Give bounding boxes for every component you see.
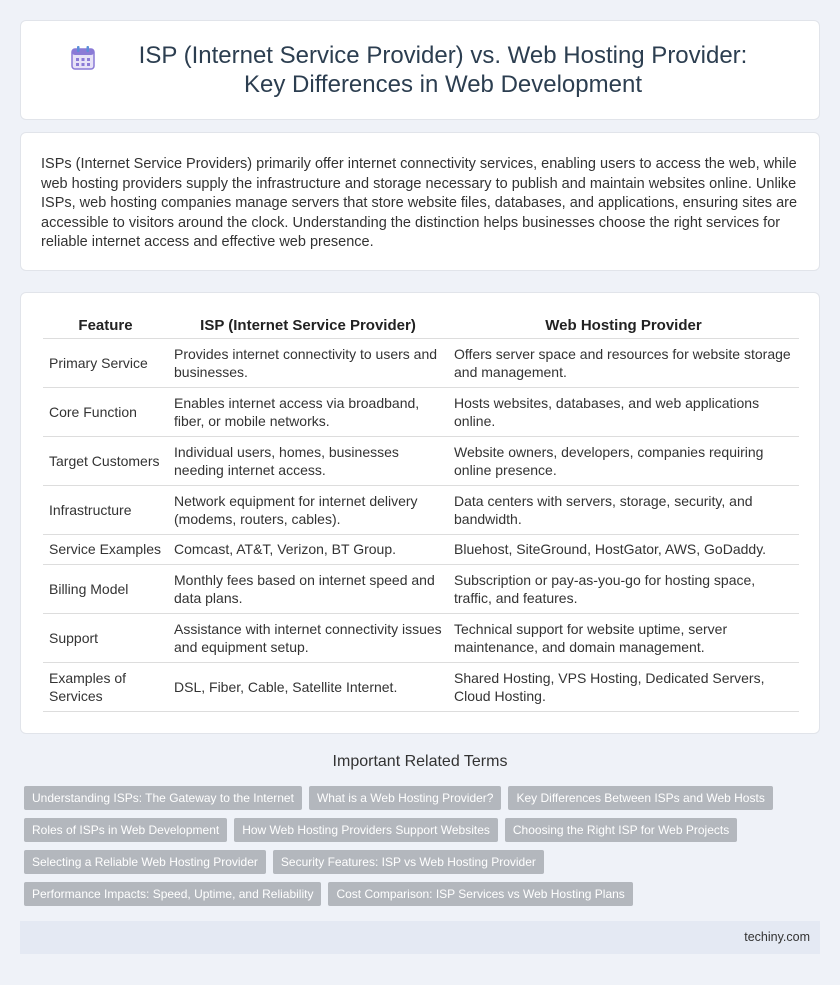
table-cell: Enables internet access via broadband, fiber, or mobile networks. — [168, 387, 448, 436]
page-title: ISP (Internet Service Provider) vs. Web Hosting Provider: Key Differences in Web Development — [138, 42, 748, 98]
table-cell: Network equipment for internet delivery (modems, routers, cables). — [168, 485, 448, 534]
table-cell: Examples of Services — [43, 662, 168, 711]
related-term-tag[interactable]: Cost Comparison: ISP Services vs Web Hosting Plans — [328, 882, 632, 906]
table-cell: Bluehost, SiteGround, HostGator, AWS, GoDaddy. — [448, 534, 799, 564]
comparison-table-card — [20, 292, 820, 734]
table-row — [43, 564, 799, 613]
table-cell: DSL, Fiber, Cable, Satellite Internet. — [168, 662, 448, 711]
table-cell: Comcast, AT&T, Verizon, BT Group. — [168, 534, 448, 564]
table-cell: Technical support for website uptime, server maintenance, and domain management. — [448, 613, 799, 662]
footer — [20, 921, 820, 954]
table-cell: Target Customers — [43, 436, 168, 485]
related-terms-title: Important Related Terms — [332, 753, 508, 770]
column-header: Web Hosting Provider — [448, 313, 799, 338]
related-term-tag[interactable]: Security Features: ISP vs Web Hosting Provider — [273, 850, 544, 874]
table-cell: Provides internet connectivity to users and businesses. — [168, 338, 448, 387]
table-cell: Assistance with internet connectivity issues and equipment setup. — [168, 613, 448, 662]
table-cell: Individual users, homes, businesses needing internet access. — [168, 436, 448, 485]
column-header: ISP (Internet Service Provider) — [168, 313, 448, 338]
table-cell: Website owners, developers, companies requiring online presence. — [448, 436, 799, 485]
intro-paragraph: ISPs (Internet Service Providers) primarily offer internet connectivity services, enabling users to access the web, while web hosting providers supply the infrastructure and storage necessary to publish and maintain websites online. Unlike ISPs, web hosting companies manage servers that store website files, databases, and applications, ensuring sites are accessible to visitors around the clock. Understanding the distinction helps businesses choose the right services for reliable internet access and effective web presence. — [41, 156, 798, 250]
related-term-tag[interactable]: Performance Impacts: Speed, Uptime, and Reliability — [24, 882, 321, 906]
table-cell: Infrastructure — [43, 485, 168, 534]
related-term-tag[interactable]: What is a Web Hosting Provider? — [309, 786, 502, 810]
table-cell: Primary Service — [43, 338, 168, 387]
comparison-table — [43, 313, 799, 712]
related-term-tag[interactable]: Understanding ISPs: The Gateway to the Internet — [24, 786, 302, 810]
table-row — [43, 613, 799, 662]
table-cell: Data centers with servers, storage, security, and bandwidth. — [448, 485, 799, 534]
tag-row — [24, 850, 824, 874]
table-row — [43, 534, 799, 564]
table-cell: Core Function — [43, 387, 168, 436]
title-wrap — [70, 41, 770, 99]
column-header: Feature — [43, 313, 168, 338]
related-term-tag[interactable]: Selecting a Reliable Web Hosting Provider — [24, 850, 266, 874]
table-cell: Hosts websites, databases, and web applications online. — [448, 387, 799, 436]
related-term-tag[interactable]: How Web Hosting Providers Support Websites — [234, 818, 498, 842]
table-row — [43, 485, 799, 534]
table-cell: Service Examples — [43, 534, 168, 564]
table-cell: Subscription or pay-as-you-go for hosting space, traffic, and features. — [448, 564, 799, 613]
table-cell: Support — [43, 613, 168, 662]
tag-row — [24, 786, 824, 810]
related-term-tag[interactable]: Choosing the Right ISP for Web Projects — [505, 818, 737, 842]
table-cell: Offers server space and resources for website storage and management. — [448, 338, 799, 387]
table-header-row — [43, 313, 799, 338]
footer-site-link[interactable]: techiny.com — [744, 930, 810, 944]
related-terms-list — [24, 786, 824, 914]
tag-row — [24, 818, 824, 842]
intro-card — [20, 132, 820, 271]
related-term-tag[interactable]: Key Differences Between ISPs and Web Hosts — [508, 786, 772, 810]
header-card — [20, 20, 820, 120]
table-row — [43, 662, 799, 711]
table-cell: Monthly fees based on internet speed and data plans. — [168, 564, 448, 613]
tag-row — [24, 882, 824, 906]
table-row — [43, 436, 799, 485]
table-row — [43, 338, 799, 387]
table-row — [43, 387, 799, 436]
table-cell: Billing Model — [43, 564, 168, 613]
table-cell: Shared Hosting, VPS Hosting, Dedicated Servers, Cloud Hosting. — [448, 662, 799, 711]
calendar-icon — [70, 45, 96, 71]
related-term-tag[interactable]: Roles of ISPs in Web Development — [24, 818, 227, 842]
